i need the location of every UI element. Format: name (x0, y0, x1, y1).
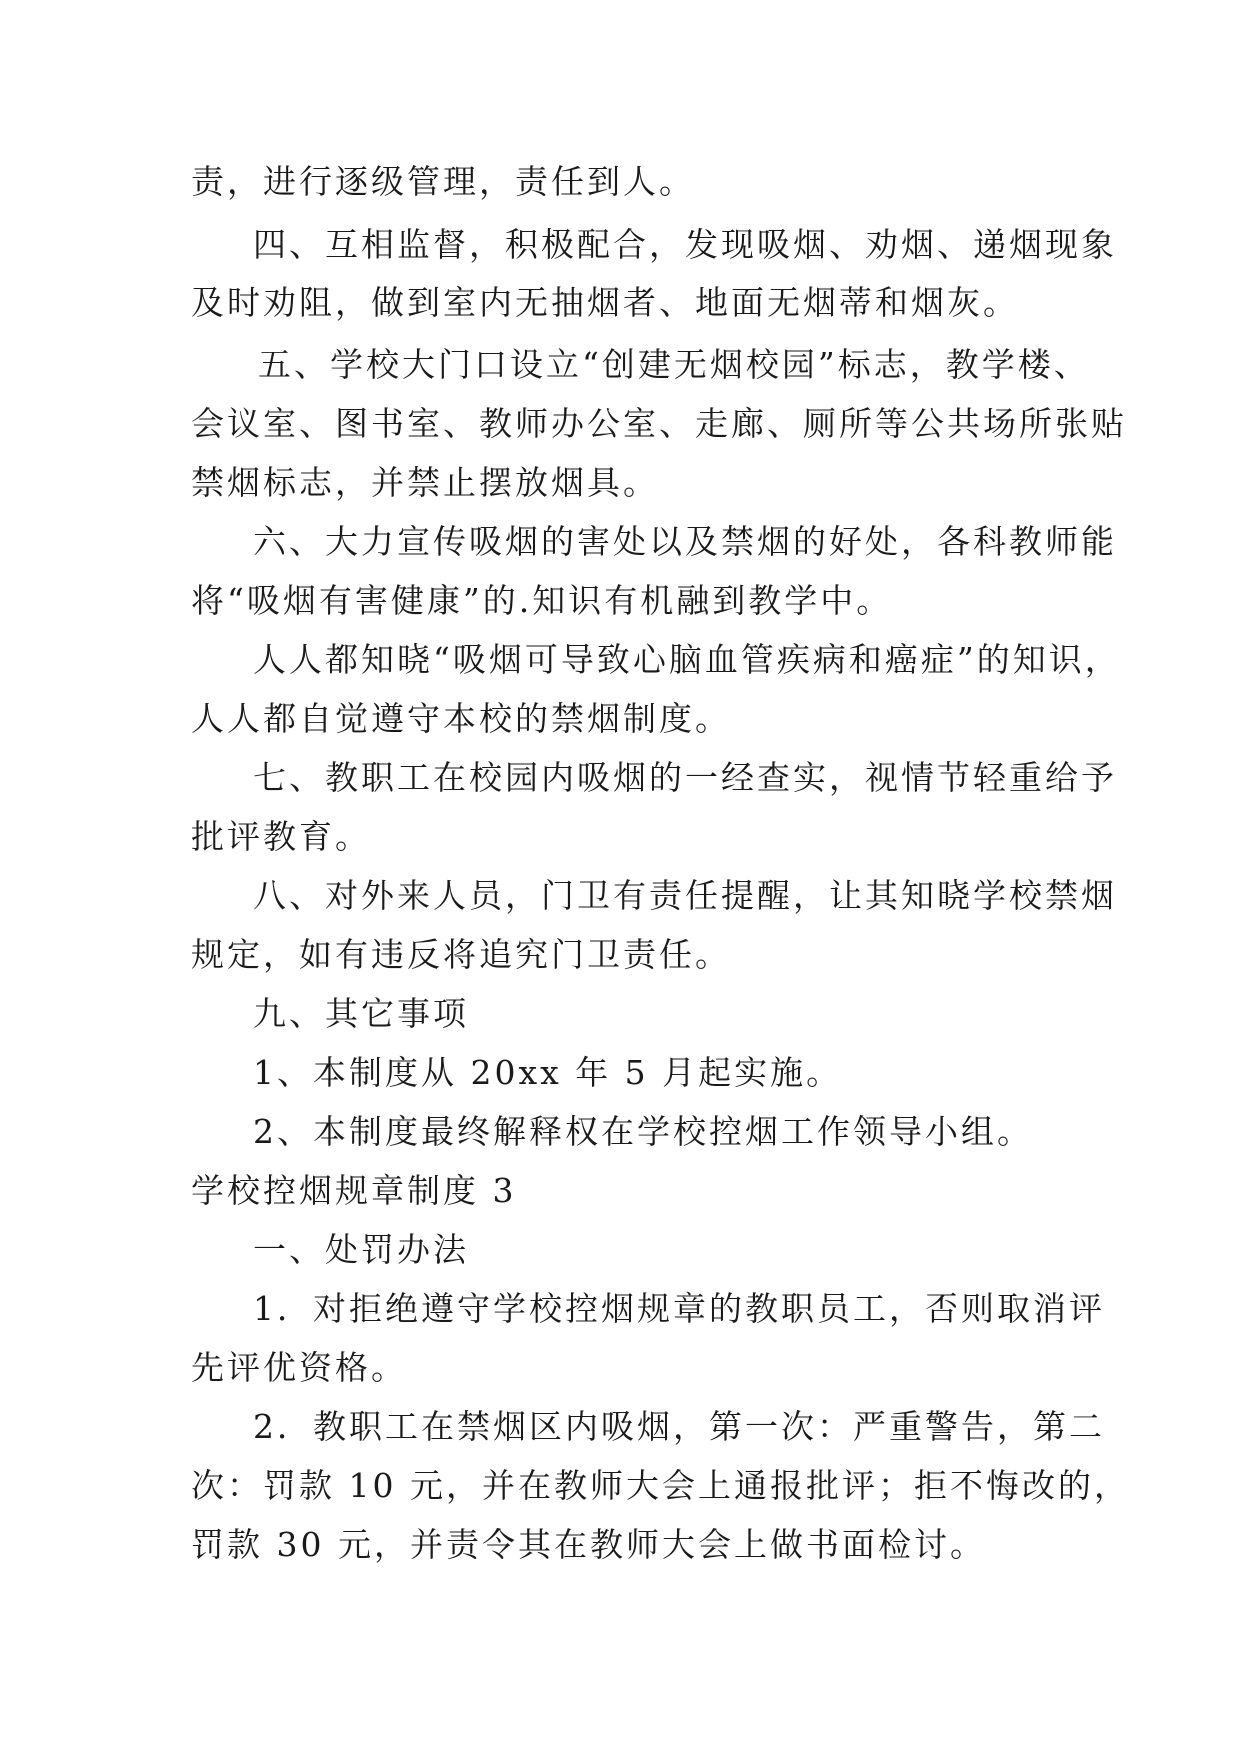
paragraph-line: 罚款 30 元，并责令其在教师大会上做书面检讨。 (191, 1525, 986, 1564)
paragraph-line: 六、大力宣传吸烟的害处以及禁烟的好处，各科教师能 (253, 522, 1117, 561)
paragraph-line: 规定，如有违反将追究门卫责任。 (191, 935, 731, 974)
paragraph-line: 1．对拒绝遵守学校控烟规章的教职员工，否则取消评 (253, 1289, 1105, 1328)
paragraph-line: 七、教职工在校园内吸烟的一经查实，视情节轻重给予 (253, 758, 1117, 797)
paragraph-line: 及时劝阻，做到室内无抽烟者、地面无烟蒂和烟灰。 (191, 283, 1019, 322)
paragraph-line: 会议室、图书室、教师办公室、走廊、厕所等公共场所张贴 (191, 404, 1127, 443)
paragraph-line: 将“吸烟有害健康”的.知识有机融到教学中。 (191, 581, 893, 620)
paragraph-line: 九、其它事项 (253, 994, 469, 1033)
paragraph-line: 八、对外来人员，门卫有责任提醒，让其知晓学校禁烟 (253, 876, 1117, 915)
section-heading: 学校控烟规章制度 3 (191, 1171, 517, 1210)
paragraph-line: 人人都知晓“吸烟可导致心脑血管疾病和癌症”的知识， (253, 640, 1121, 679)
paragraph-line: 四、互相监督，积极配合，发现吸烟、劝烟、递烟现象 (253, 225, 1117, 264)
paragraph-line: 1、本制度从 20xx 年 5 月起实施。 (253, 1053, 843, 1092)
paragraph-line: 次：罚款 10 元，并在教师大会上通报批评；拒不悔改的， (191, 1466, 1130, 1505)
paragraph-line: 一、处罚办法 (253, 1230, 469, 1269)
paragraph-line: 五、学校大门口设立“创建无烟校园”标志，教学楼、 (258, 345, 1090, 384)
paragraph-line: 2．教职工在禁烟区内吸烟，第一次：严重警告，第二 (253, 1407, 1105, 1446)
paragraph-line: 先评优资格。 (191, 1348, 407, 1387)
paragraph-line: 人人都自觉遵守本校的禁烟制度。 (191, 699, 731, 738)
paragraph-line: 责，进行逐级管理，责任到人。 (191, 162, 695, 201)
paragraph-line: 2、本制度最终解释权在学校控烟工作领导小组。 (253, 1112, 1033, 1151)
paragraph-line: 禁烟标志，并禁止摆放烟具。 (191, 463, 659, 502)
paragraph-line: 批评教育。 (191, 817, 371, 856)
